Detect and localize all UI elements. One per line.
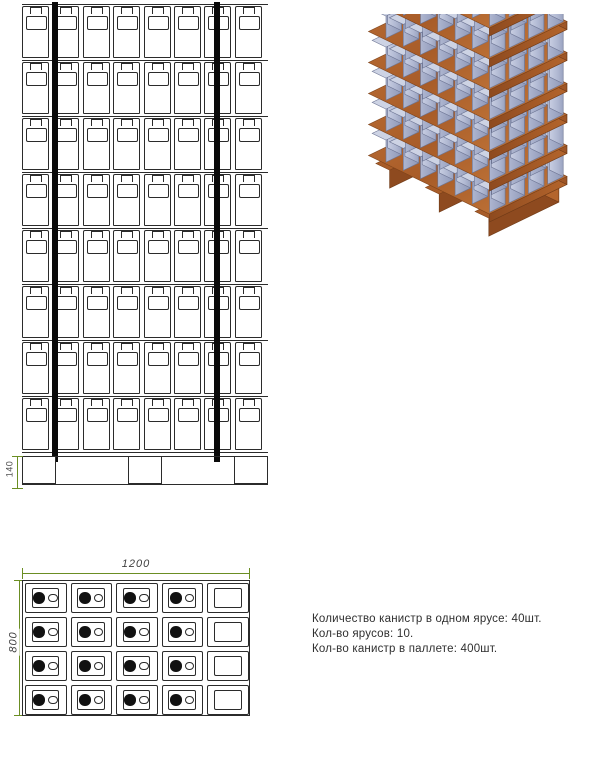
canister-cap-plan xyxy=(79,592,91,603)
tier-separator xyxy=(22,452,268,453)
canister-front xyxy=(174,286,201,338)
canister-front xyxy=(235,342,262,394)
canister-cap-plan xyxy=(79,626,91,637)
canister-plan xyxy=(116,685,158,715)
canister-front xyxy=(83,118,110,170)
canister-front xyxy=(113,398,140,450)
pallet-3d-render xyxy=(296,14,596,574)
caption-line-1: Количество канистр в одном ярусе: 40шт. xyxy=(312,613,542,625)
canister-plan xyxy=(116,651,158,681)
canister-front xyxy=(144,6,171,58)
tier-row xyxy=(22,4,268,60)
canister-front xyxy=(144,286,171,338)
canister-front xyxy=(144,174,171,226)
plan-layout-grid xyxy=(22,580,250,716)
strap-left xyxy=(52,2,58,462)
canister-vent-plan xyxy=(48,594,58,603)
canister-front xyxy=(113,174,140,226)
can-stack-front xyxy=(22,4,268,456)
canister-cap-plan xyxy=(79,694,91,705)
canister-front xyxy=(235,62,262,114)
canister-front xyxy=(22,118,49,170)
tier-row xyxy=(22,60,268,116)
canister-front xyxy=(22,62,49,114)
canister-front xyxy=(113,286,140,338)
canister-cap-plan xyxy=(170,626,182,637)
tier-row xyxy=(22,172,268,228)
canister-cap-plan xyxy=(33,626,45,637)
canister-front xyxy=(174,230,201,282)
canister-front xyxy=(83,6,110,58)
canister-cap-plan xyxy=(33,660,45,671)
canister-cap-plan xyxy=(124,694,136,705)
canister-handle-plan xyxy=(214,588,242,607)
canister-front xyxy=(235,398,262,450)
dimension-label-depth: 800 xyxy=(8,628,20,655)
canister-cap-plan xyxy=(170,592,182,603)
canister-front xyxy=(235,174,262,226)
canister-vent-plan xyxy=(48,628,58,637)
canister-front xyxy=(174,118,201,170)
tier-separator xyxy=(22,228,268,229)
canister-cap-plan xyxy=(33,592,45,603)
canister-front xyxy=(83,398,110,450)
canister-front xyxy=(83,174,110,226)
tier-row xyxy=(22,228,268,284)
canister-handle-plan xyxy=(214,622,242,641)
canister-front xyxy=(113,342,140,394)
canister-vent-plan xyxy=(48,662,58,671)
canister-front xyxy=(83,230,110,282)
dimension-line-horizontal xyxy=(22,573,250,574)
canister-front xyxy=(22,174,49,226)
canister-front xyxy=(144,342,171,394)
pallet-3d-content xyxy=(369,14,567,236)
canister-front xyxy=(113,6,140,58)
caption-line-3: Кол-во канистр в паллете: 400шт. xyxy=(312,643,498,655)
plan-view xyxy=(8,560,270,760)
canister-plan xyxy=(25,685,67,715)
canister-plan xyxy=(71,685,113,715)
canister-front xyxy=(113,230,140,282)
canister-plan xyxy=(207,583,249,613)
canister-handle-plan xyxy=(214,690,242,709)
tier-separator xyxy=(22,396,268,397)
dimension-label-width: 1200 xyxy=(118,558,154,570)
caption-line-2: Кол-во ярусов: 10. xyxy=(312,628,414,640)
canister-plan xyxy=(162,685,204,715)
canister-front xyxy=(113,62,140,114)
canister-plan xyxy=(25,617,67,647)
tier-separator xyxy=(22,60,268,61)
tier-row xyxy=(22,284,268,340)
tier-row xyxy=(22,340,268,396)
canister-cap-plan xyxy=(79,660,91,671)
canister-front xyxy=(174,342,201,394)
canister-cap-plan xyxy=(170,660,182,671)
pallet-block-right xyxy=(234,457,268,484)
pallet-block-left xyxy=(22,457,56,484)
dimension-tick-bottom xyxy=(12,488,23,489)
canister-cap-plan xyxy=(124,592,136,603)
canister-front xyxy=(174,398,201,450)
front-elevation-view xyxy=(4,2,276,502)
canister-plan xyxy=(25,651,67,681)
canister-front xyxy=(113,118,140,170)
canister-front xyxy=(174,6,201,58)
tier-separator xyxy=(22,4,268,5)
canister-plan xyxy=(116,583,158,613)
canister-plan xyxy=(71,583,113,613)
canister-front xyxy=(22,230,49,282)
canister-front xyxy=(83,62,110,114)
canister-plan xyxy=(71,651,113,681)
canister-plan xyxy=(207,651,249,681)
tier-row xyxy=(22,396,268,452)
canister-front xyxy=(174,62,201,114)
canister-front xyxy=(235,118,262,170)
canister-plan xyxy=(162,651,204,681)
canister-front xyxy=(235,6,262,58)
canister-plan xyxy=(207,617,249,647)
dimension-pallet-width xyxy=(22,560,250,578)
tier-separator xyxy=(22,172,268,173)
canister-front xyxy=(22,398,49,450)
dimension-tick-right xyxy=(249,568,250,579)
tier-row xyxy=(22,116,268,172)
pallet-front-profile xyxy=(22,456,268,486)
canister-plan xyxy=(207,685,249,715)
canister-vent-plan xyxy=(48,696,58,705)
dimension-pallet-height xyxy=(4,452,24,494)
canister-front xyxy=(83,342,110,394)
tier-separator xyxy=(22,284,268,285)
tier-separator xyxy=(22,116,268,117)
pallet-3d-svg xyxy=(296,14,596,574)
canister-front xyxy=(22,286,49,338)
dimension-label-height: 140 xyxy=(4,460,15,478)
canister-front xyxy=(83,286,110,338)
canister-cap-plan xyxy=(124,660,136,671)
canister-front xyxy=(22,342,49,394)
canister-front xyxy=(235,286,262,338)
canister-front xyxy=(22,6,49,58)
canister-plan xyxy=(162,583,204,613)
pallet-block-center xyxy=(128,457,162,484)
dimension-line-vertical xyxy=(17,456,18,488)
canister-cap-plan xyxy=(33,694,45,705)
canister-front xyxy=(144,398,171,450)
canister-front xyxy=(144,230,171,282)
canister-front xyxy=(174,174,201,226)
strap-right xyxy=(214,2,220,462)
pallet-deck-bottom xyxy=(22,484,268,485)
canister-plan xyxy=(71,617,113,647)
tier-separator xyxy=(22,340,268,341)
canister-front xyxy=(144,62,171,114)
canister-plan xyxy=(162,617,204,647)
canister-cap-plan xyxy=(124,626,136,637)
canister-plan xyxy=(116,617,158,647)
canister-handle-plan xyxy=(214,656,242,675)
caption-block xyxy=(312,612,592,657)
canister-front xyxy=(144,118,171,170)
canister-front xyxy=(235,230,262,282)
canister-plan xyxy=(25,583,67,613)
canister-cap-plan xyxy=(170,694,182,705)
